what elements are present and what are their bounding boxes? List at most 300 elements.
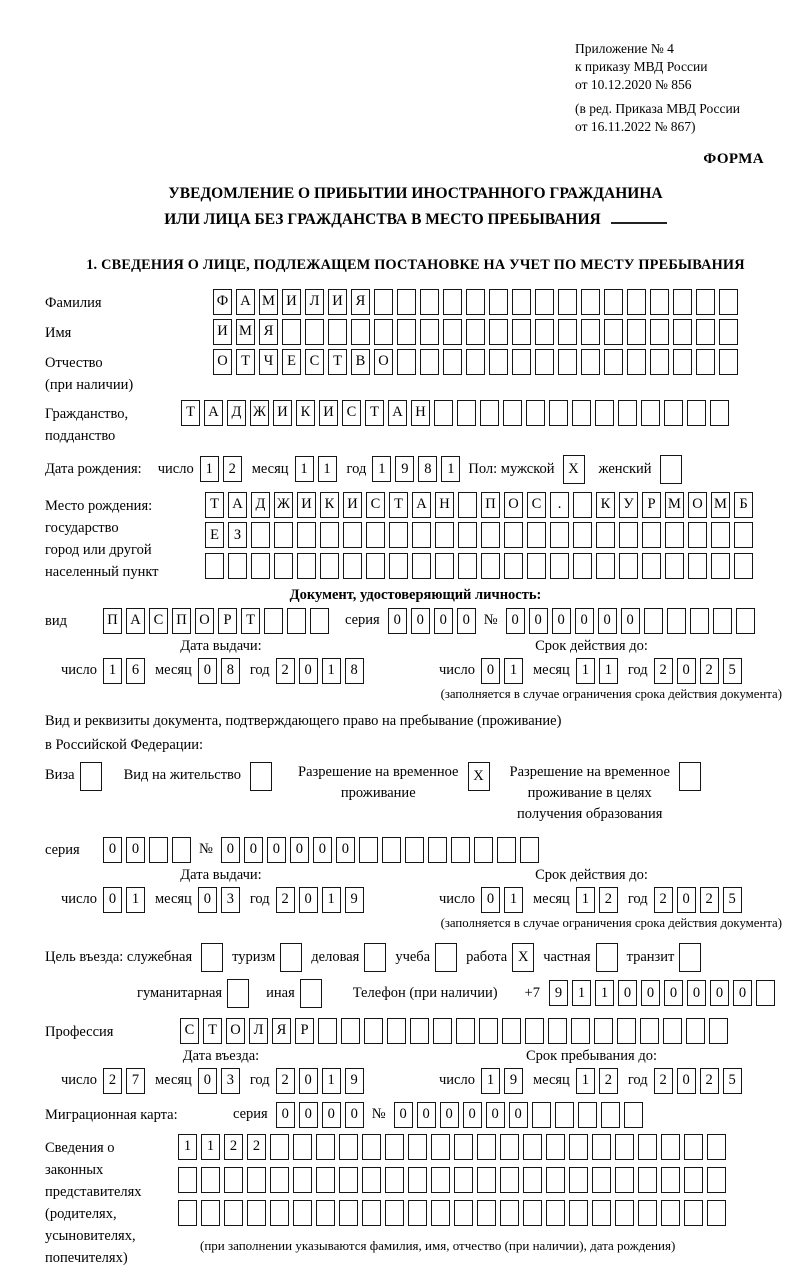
char-cell[interactable] <box>549 400 568 426</box>
char-cell[interactable] <box>619 522 638 548</box>
char-cell[interactable] <box>339 1200 358 1226</box>
char-cell[interactable]: 9 <box>345 1068 364 1094</box>
char-cell[interactable]: 0 <box>299 1068 318 1094</box>
char-cell[interactable] <box>650 349 669 375</box>
char-cell[interactable] <box>397 319 416 345</box>
char-cell[interactable] <box>546 1167 565 1193</box>
char-cell[interactable]: 0 <box>299 658 318 684</box>
char-cell[interactable]: Т <box>389 492 408 518</box>
char-cell[interactable]: Ж <box>250 400 269 426</box>
char-cell[interactable]: 2 <box>276 658 295 684</box>
char-cell[interactable]: Д <box>227 400 246 426</box>
char-cell[interactable]: П <box>103 608 122 634</box>
char-cell[interactable]: 1 <box>576 1068 595 1094</box>
char-cell[interactable] <box>684 1167 703 1193</box>
char-cell[interactable] <box>512 319 531 345</box>
char-cell[interactable] <box>661 1200 680 1226</box>
char-cell[interactable]: Ч <box>259 349 278 375</box>
char-cell[interactable]: 0 <box>267 837 286 863</box>
char-cell[interactable] <box>408 1134 427 1160</box>
char-cell[interactable]: М <box>236 319 255 345</box>
char-cell[interactable] <box>690 608 709 634</box>
char-cell[interactable] <box>581 319 600 345</box>
char-cell[interactable] <box>282 319 301 345</box>
char-cell[interactable] <box>374 319 393 345</box>
char-cell[interactable] <box>638 1134 657 1160</box>
char-cell[interactable] <box>709 1018 728 1044</box>
char-cell[interactable] <box>382 837 401 863</box>
char-cell[interactable]: С <box>180 1018 199 1044</box>
char-cell[interactable]: 1 <box>201 1134 220 1160</box>
char-cell[interactable]: 0 <box>677 887 696 913</box>
char-cell[interactable] <box>454 1167 473 1193</box>
char-cell[interactable] <box>673 319 692 345</box>
char-cell[interactable]: И <box>213 319 232 345</box>
char-cell[interactable] <box>688 553 707 579</box>
char-cell[interactable]: 0 <box>103 837 122 863</box>
char-cell[interactable] <box>535 289 554 315</box>
char-cell[interactable]: А <box>388 400 407 426</box>
char-cell[interactable] <box>359 837 378 863</box>
char-cell[interactable]: Е <box>282 349 301 375</box>
char-cell[interactable] <box>431 1134 450 1160</box>
char-cell[interactable] <box>640 1018 659 1044</box>
char-cell[interactable] <box>546 1134 565 1160</box>
char-cell[interactable] <box>443 349 462 375</box>
char-cell[interactable]: 0 <box>677 658 696 684</box>
char-cell[interactable]: Т <box>241 608 260 634</box>
char-cell[interactable] <box>178 1167 197 1193</box>
char-cell[interactable]: 1 <box>322 658 341 684</box>
char-cell[interactable]: 3 <box>221 1068 240 1094</box>
char-cell[interactable]: 2 <box>654 1068 673 1094</box>
char-cell[interactable] <box>569 1167 588 1193</box>
char-cell[interactable]: 0 <box>552 608 571 634</box>
char-cell[interactable]: 8 <box>221 658 240 684</box>
char-cell[interactable]: 2 <box>276 887 295 913</box>
char-cell[interactable] <box>412 522 431 548</box>
char-cell[interactable]: Т <box>181 400 200 426</box>
char-cell[interactable]: 3 <box>221 887 240 913</box>
char-cell[interactable] <box>525 1018 544 1044</box>
char-cell[interactable] <box>293 1134 312 1160</box>
char-cell[interactable]: О <box>195 608 214 634</box>
char-cell[interactable] <box>734 522 753 548</box>
char-cell[interactable]: 9 <box>345 887 364 913</box>
char-cell[interactable] <box>710 400 729 426</box>
char-cell[interactable]: Ж <box>274 492 293 518</box>
char-cell[interactable] <box>389 522 408 548</box>
char-cell[interactable]: 1 <box>572 980 591 1006</box>
char-cell[interactable]: С <box>305 349 324 375</box>
char-cell[interactable] <box>385 1167 404 1193</box>
char-cell[interactable] <box>274 522 293 548</box>
char-cell[interactable]: 8 <box>418 456 437 482</box>
char-cell[interactable] <box>477 1134 496 1160</box>
char-cell[interactable] <box>456 1018 475 1044</box>
char-cell[interactable] <box>641 400 660 426</box>
char-cell[interactable] <box>247 1200 266 1226</box>
char-cell[interactable]: 1 <box>318 456 337 482</box>
char-cell[interactable] <box>592 1134 611 1160</box>
char-cell[interactable]: 0 <box>126 837 145 863</box>
char-cell[interactable]: И <box>343 492 362 518</box>
char-cell[interactable]: 0 <box>733 980 752 1006</box>
char-cell[interactable] <box>615 1200 634 1226</box>
char-cell[interactable] <box>251 522 270 548</box>
char-cell[interactable] <box>339 1134 358 1160</box>
char-cell[interactable] <box>532 1102 551 1128</box>
char-cell[interactable]: X <box>563 455 585 484</box>
char-cell[interactable] <box>573 492 592 518</box>
char-cell[interactable] <box>320 522 339 548</box>
char-cell[interactable]: 1 <box>372 456 391 482</box>
char-cell[interactable] <box>351 319 370 345</box>
char-cell[interactable]: Т <box>203 1018 222 1044</box>
char-cell[interactable]: 0 <box>486 1102 505 1128</box>
char-cell[interactable] <box>679 762 701 791</box>
char-cell[interactable]: 0 <box>221 837 240 863</box>
char-cell[interactable]: 0 <box>481 658 500 684</box>
char-cell[interactable] <box>458 522 477 548</box>
char-cell[interactable] <box>224 1200 243 1226</box>
char-cell[interactable] <box>638 1200 657 1226</box>
char-cell[interactable] <box>247 1167 266 1193</box>
char-cell[interactable] <box>604 319 623 345</box>
char-cell[interactable]: 2 <box>247 1134 266 1160</box>
char-cell[interactable]: 0 <box>687 980 706 1006</box>
char-cell[interactable]: 0 <box>529 608 548 634</box>
char-cell[interactable] <box>638 1167 657 1193</box>
char-cell[interactable] <box>385 1200 404 1226</box>
char-cell[interactable] <box>673 349 692 375</box>
char-cell[interactable]: Р <box>218 608 237 634</box>
char-cell[interactable] <box>435 553 454 579</box>
char-cell[interactable] <box>300 979 322 1008</box>
char-cell[interactable]: З <box>228 522 247 548</box>
char-cell[interactable] <box>477 1200 496 1226</box>
char-cell[interactable] <box>667 608 686 634</box>
char-cell[interactable]: 0 <box>198 887 217 913</box>
char-cell[interactable] <box>466 289 485 315</box>
char-cell[interactable]: О <box>213 349 232 375</box>
char-cell[interactable]: Я <box>351 289 370 315</box>
char-cell[interactable]: 2 <box>276 1068 295 1094</box>
char-cell[interactable] <box>316 1134 335 1160</box>
char-cell[interactable]: 1 <box>595 980 614 1006</box>
char-cell[interactable] <box>385 1134 404 1160</box>
char-cell[interactable] <box>661 1167 680 1193</box>
char-cell[interactable] <box>489 349 508 375</box>
char-cell[interactable] <box>320 553 339 579</box>
char-cell[interactable] <box>408 1167 427 1193</box>
char-cell[interactable]: А <box>126 608 145 634</box>
char-cell[interactable]: 0 <box>276 1102 295 1128</box>
char-cell[interactable] <box>696 349 715 375</box>
char-cell[interactable] <box>642 522 661 548</box>
char-cell[interactable] <box>297 522 316 548</box>
char-cell[interactable]: 0 <box>677 1068 696 1094</box>
char-cell[interactable] <box>389 553 408 579</box>
char-cell[interactable] <box>328 319 347 345</box>
char-cell[interactable] <box>624 1102 643 1128</box>
char-cell[interactable] <box>627 319 646 345</box>
char-cell[interactable]: 0 <box>457 608 476 634</box>
char-cell[interactable]: Д <box>251 492 270 518</box>
char-cell[interactable] <box>696 319 715 345</box>
char-cell[interactable] <box>480 400 499 426</box>
char-cell[interactable] <box>535 319 554 345</box>
char-cell[interactable]: 0 <box>641 980 660 1006</box>
char-cell[interactable] <box>684 1200 703 1226</box>
char-cell[interactable] <box>270 1134 289 1160</box>
char-cell[interactable]: 7 <box>126 1068 145 1094</box>
char-cell[interactable] <box>466 319 485 345</box>
char-cell[interactable]: Р <box>295 1018 314 1044</box>
char-cell[interactable]: 0 <box>664 980 683 1006</box>
char-cell[interactable]: 0 <box>506 608 525 634</box>
char-cell[interactable] <box>274 553 293 579</box>
char-cell[interactable]: 0 <box>434 608 453 634</box>
char-cell[interactable]: 5 <box>723 887 742 913</box>
char-cell[interactable] <box>595 400 614 426</box>
char-cell[interactable]: 2 <box>599 1068 618 1094</box>
char-cell[interactable]: С <box>527 492 546 518</box>
char-cell[interactable] <box>435 522 454 548</box>
char-cell[interactable]: О <box>504 492 523 518</box>
char-cell[interactable] <box>711 553 730 579</box>
char-cell[interactable]: . <box>550 492 569 518</box>
char-cell[interactable]: 2 <box>654 887 673 913</box>
char-cell[interactable] <box>305 319 324 345</box>
char-cell[interactable]: Т <box>328 349 347 375</box>
char-cell[interactable]: 2 <box>700 887 719 913</box>
char-cell[interactable] <box>500 1200 519 1226</box>
char-cell[interactable] <box>489 319 508 345</box>
char-cell[interactable] <box>454 1200 473 1226</box>
char-cell[interactable] <box>458 492 477 518</box>
char-cell[interactable]: К <box>320 492 339 518</box>
char-cell[interactable]: С <box>342 400 361 426</box>
char-cell[interactable] <box>734 553 753 579</box>
char-cell[interactable]: Т <box>236 349 255 375</box>
char-cell[interactable] <box>264 608 283 634</box>
char-cell[interactable]: 0 <box>198 1068 217 1094</box>
char-cell[interactable] <box>420 289 439 315</box>
char-cell[interactable] <box>397 349 416 375</box>
char-cell[interactable]: 0 <box>509 1102 528 1128</box>
char-cell[interactable]: 0 <box>198 658 217 684</box>
char-cell[interactable] <box>270 1200 289 1226</box>
char-cell[interactable] <box>362 1134 381 1160</box>
char-cell[interactable]: 0 <box>618 980 637 1006</box>
char-cell[interactable] <box>572 400 591 426</box>
char-cell[interactable]: 0 <box>322 1102 341 1128</box>
char-cell[interactable]: 0 <box>290 837 309 863</box>
char-cell[interactable] <box>489 289 508 315</box>
char-cell[interactable] <box>696 289 715 315</box>
char-cell[interactable] <box>433 1018 452 1044</box>
char-cell[interactable] <box>412 553 431 579</box>
char-cell[interactable] <box>474 837 493 863</box>
char-cell[interactable] <box>665 553 684 579</box>
char-cell[interactable]: 2 <box>700 1068 719 1094</box>
char-cell[interactable] <box>719 349 738 375</box>
char-cell[interactable]: 0 <box>394 1102 413 1128</box>
char-cell[interactable] <box>405 837 424 863</box>
char-cell[interactable]: А <box>204 400 223 426</box>
char-cell[interactable] <box>642 553 661 579</box>
char-cell[interactable] <box>687 400 706 426</box>
char-cell[interactable]: 5 <box>723 658 742 684</box>
char-cell[interactable]: К <box>596 492 615 518</box>
char-cell[interactable]: П <box>172 608 191 634</box>
char-cell[interactable]: 8 <box>345 658 364 684</box>
char-cell[interactable] <box>443 289 462 315</box>
char-cell[interactable] <box>431 1200 450 1226</box>
char-cell[interactable] <box>558 289 577 315</box>
char-cell[interactable] <box>594 1018 613 1044</box>
char-cell[interactable] <box>310 608 329 634</box>
char-cell[interactable]: 0 <box>575 608 594 634</box>
char-cell[interactable] <box>664 400 683 426</box>
char-cell[interactable] <box>569 1134 588 1160</box>
char-cell[interactable]: Т <box>365 400 384 426</box>
char-cell[interactable]: С <box>149 608 168 634</box>
char-cell[interactable]: Р <box>642 492 661 518</box>
char-cell[interactable]: А <box>228 492 247 518</box>
char-cell[interactable] <box>719 319 738 345</box>
char-cell[interactable]: П <box>481 492 500 518</box>
char-cell[interactable] <box>569 1200 588 1226</box>
char-cell[interactable] <box>707 1134 726 1160</box>
char-cell[interactable]: 1 <box>322 887 341 913</box>
char-cell[interactable] <box>615 1167 634 1193</box>
char-cell[interactable] <box>555 1102 574 1128</box>
char-cell[interactable]: 9 <box>549 980 568 1006</box>
char-cell[interactable] <box>719 289 738 315</box>
char-cell[interactable]: Е <box>205 522 224 548</box>
char-cell[interactable] <box>364 943 386 972</box>
char-cell[interactable]: 1 <box>322 1068 341 1094</box>
char-cell[interactable]: 0 <box>299 1102 318 1128</box>
char-cell[interactable]: 1 <box>295 456 314 482</box>
char-cell[interactable]: 1 <box>504 887 523 913</box>
char-cell[interactable] <box>201 1167 220 1193</box>
char-cell[interactable]: 0 <box>710 980 729 1006</box>
char-cell[interactable]: 0 <box>388 608 407 634</box>
char-cell[interactable] <box>523 1134 542 1160</box>
char-cell[interactable] <box>673 289 692 315</box>
char-cell[interactable]: И <box>273 400 292 426</box>
char-cell[interactable]: 2 <box>103 1068 122 1094</box>
char-cell[interactable] <box>500 1167 519 1193</box>
char-cell[interactable]: 1 <box>481 1068 500 1094</box>
char-cell[interactable]: О <box>688 492 707 518</box>
char-cell[interactable]: 1 <box>200 456 219 482</box>
char-cell[interactable]: О <box>226 1018 245 1044</box>
char-cell[interactable]: 1 <box>103 658 122 684</box>
char-cell[interactable] <box>592 1200 611 1226</box>
char-cell[interactable] <box>172 837 191 863</box>
char-cell[interactable]: А <box>412 492 431 518</box>
char-cell[interactable] <box>227 979 249 1008</box>
char-cell[interactable] <box>548 1018 567 1044</box>
char-cell[interactable]: 0 <box>411 608 430 634</box>
char-cell[interactable] <box>627 289 646 315</box>
char-cell[interactable] <box>527 553 546 579</box>
char-cell[interactable]: Я <box>272 1018 291 1044</box>
char-cell[interactable] <box>287 608 306 634</box>
char-cell[interactable]: 0 <box>440 1102 459 1128</box>
char-cell[interactable] <box>366 553 385 579</box>
char-cell[interactable]: 0 <box>598 608 617 634</box>
char-cell[interactable] <box>736 608 755 634</box>
char-cell[interactable]: 0 <box>103 887 122 913</box>
char-cell[interactable] <box>451 837 470 863</box>
char-cell[interactable]: 1 <box>576 887 595 913</box>
char-cell[interactable] <box>526 400 545 426</box>
char-cell[interactable] <box>251 553 270 579</box>
char-cell[interactable] <box>523 1200 542 1226</box>
char-cell[interactable] <box>408 1200 427 1226</box>
char-cell[interactable] <box>546 1200 565 1226</box>
char-cell[interactable]: У <box>619 492 638 518</box>
char-cell[interactable] <box>293 1167 312 1193</box>
char-cell[interactable] <box>443 319 462 345</box>
char-cell[interactable]: Б <box>734 492 753 518</box>
char-cell[interactable] <box>454 1134 473 1160</box>
char-cell[interactable] <box>661 1134 680 1160</box>
char-cell[interactable] <box>601 1102 620 1128</box>
char-cell[interactable] <box>149 837 168 863</box>
char-cell[interactable]: И <box>319 400 338 426</box>
char-cell[interactable] <box>297 553 316 579</box>
char-cell[interactable] <box>366 522 385 548</box>
char-cell[interactable] <box>364 1018 383 1044</box>
char-cell[interactable] <box>205 553 224 579</box>
char-cell[interactable]: 9 <box>395 456 414 482</box>
char-cell[interactable] <box>435 943 457 972</box>
char-cell[interactable]: И <box>282 289 301 315</box>
char-cell[interactable] <box>280 943 302 972</box>
char-cell[interactable] <box>502 1018 521 1044</box>
char-cell[interactable]: Л <box>305 289 324 315</box>
char-cell[interactable] <box>688 522 707 548</box>
char-cell[interactable] <box>663 1018 682 1044</box>
char-cell[interactable] <box>201 943 223 972</box>
char-cell[interactable] <box>270 1167 289 1193</box>
char-cell[interactable]: 5 <box>723 1068 742 1094</box>
char-cell[interactable] <box>318 1018 337 1044</box>
char-cell[interactable] <box>387 1018 406 1044</box>
char-cell[interactable] <box>362 1167 381 1193</box>
char-cell[interactable]: М <box>711 492 730 518</box>
char-cell[interactable]: 9 <box>504 1068 523 1094</box>
char-cell[interactable] <box>707 1167 726 1193</box>
char-cell[interactable] <box>596 943 618 972</box>
char-cell[interactable] <box>713 608 732 634</box>
char-cell[interactable] <box>434 400 453 426</box>
char-cell[interactable] <box>650 289 669 315</box>
char-cell[interactable] <box>504 553 523 579</box>
char-cell[interactable] <box>228 553 247 579</box>
char-cell[interactable] <box>665 522 684 548</box>
char-cell[interactable]: О <box>374 349 393 375</box>
char-cell[interactable]: 1 <box>126 887 145 913</box>
char-cell[interactable] <box>558 349 577 375</box>
char-cell[interactable] <box>343 553 362 579</box>
